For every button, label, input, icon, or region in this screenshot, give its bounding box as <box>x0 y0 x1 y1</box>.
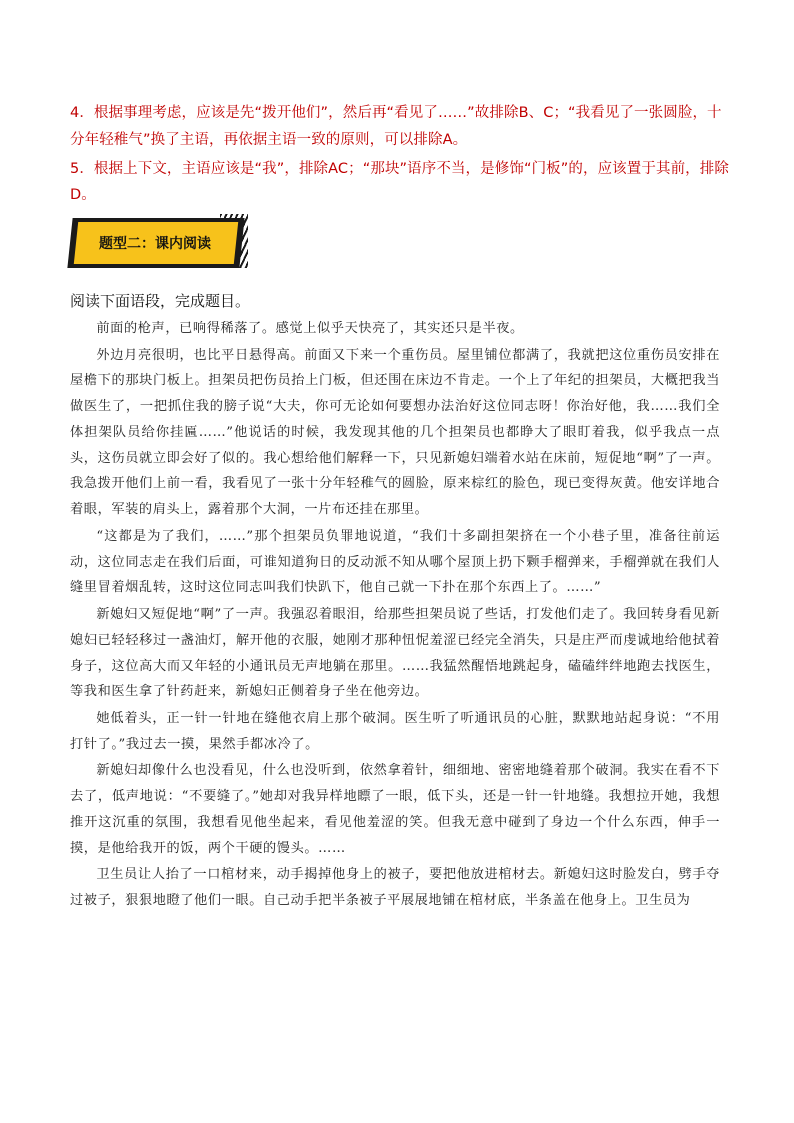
passage-paragraph: 新媳妇却像什么也没看见，什么也没听到，依然拿着针，细细地、密密地缝着那个破洞。我实在看不下去了，低声地说：“不要缝了。”她却对我异样地瞟了一眼，低下头，还是一针一针地缝。我想拉开她，我想推开这沉重的氛围，我想看见他坐起来，看见他羞涩的笑。但我无意中碰到了身边一个什么东西，伸手一摸，是他给我开的饭，两个干硬的馒头。…… <box>70 763 720 856</box>
passage-paragraph: “这都是为了我们，……”那个担架员负罪地说道，“我们十多副担架挤在一个小巷子里，准备往前运动，这位同志走在我们后面，可谁知道狗日的反动派不知从哪个屋顶上扔下颗手榴弹来，手榴弹就在我们人缝里冒着烟乱转，这时这位同志叫我们快趴下，他自己就一下扑在那个东西上了。……” <box>70 528 720 596</box>
reading-instruction: 阅读下面语段，完成题目。 <box>70 292 251 310</box>
section-banner <box>70 214 250 268</box>
section-title: 题型二：课内阅读 <box>99 236 211 252</box>
explanation-4: 4．根据事理考虑，应该是先“拨开他们”，然后再“看见了……”故排除B、C；“我看见了一张圆脸，十分年轻稚气”换了主语，再依据主语一致的原则，可以排除A。 <box>70 105 722 148</box>
passage-paragraph: 前面的枪声，已响得稀落了。感觉上似乎天快亮了，其实还只是半夜。 <box>96 321 524 336</box>
passage-paragraph: 外边月亮很明，也比平日悬得高。前面又下来一个重伤员。屋里铺位都满了，我就把这位重伤员安排在屋檐下的那块门板上。担架员把伤员抬上门板，但还围在床边不肯走。一个上了年纪的担架员，大概把我当做医生了，一把抓住我的膀子说“大夫，你可无论如何要想办法治好这位同志呀！你治好他，我……我们全体担架队员给你挂匾……”他说话的时候，我发现其他的几个担架员也都睁大了眼盯着我，似乎我点一点头，这伤员就立即会好了似的。我心想给他们解释一下，只见新媳妇端着水站在床前，短促地“啊”了一声。我急拨开他们上前一看，我看见了一张十分年轻稚气的圆脸，原来棕红的脸色，现已变得灰黄。他安详地合着眼，军装的肩头上，露着那个大洞，一片布还挂在那里。 <box>70 347 720 518</box>
passage-paragraph: 卫生员让人抬了一口棺材来，动手揭掉他身上的被子，要把他放进棺材去。新媳妇这时脸发白，劈手夺过被子，狠狠地瞪了他们一眼。自己动手把半条被子平展展地铺在棺材底，半条盖在他身上。卫生员为 <box>70 867 720 909</box>
reading-passage <box>70 316 720 915</box>
passage-paragraph: 新媳妇又短促地“啊”了一声。我强忍着眼泪，给那些担架员说了些话，打发他们走了。我回转身看见新媳妇已轻轻移过一盏油灯，解开他的衣服，她刚才那种忸怩羞涩已经完全消失，只是庄严而虔诚地给他拭着身子，这位高大而又年轻的小通讯员无声地躺在那里。……我猛然醒悟地跳起身，磕磕绊绊地跑去找医生，等我和医生拿了针药赶来，新媳妇正侧着身子坐在他旁边。 <box>70 607 720 700</box>
passage-paragraph: 她低着头，正一针一针地在缝他衣肩上那个破洞。医生听了听通讯员的心脏，默默地站起身说：“不用打针了。”我过去一摸，果然手都冰冷了。 <box>70 711 720 752</box>
answer-explanations <box>70 100 730 211</box>
explanation-5: 5．根据上下文，主语应该是“我”，排除AC；“那块”语序不当，是修饰“门板”的，应该置于其前，排除D。 <box>70 160 729 204</box>
